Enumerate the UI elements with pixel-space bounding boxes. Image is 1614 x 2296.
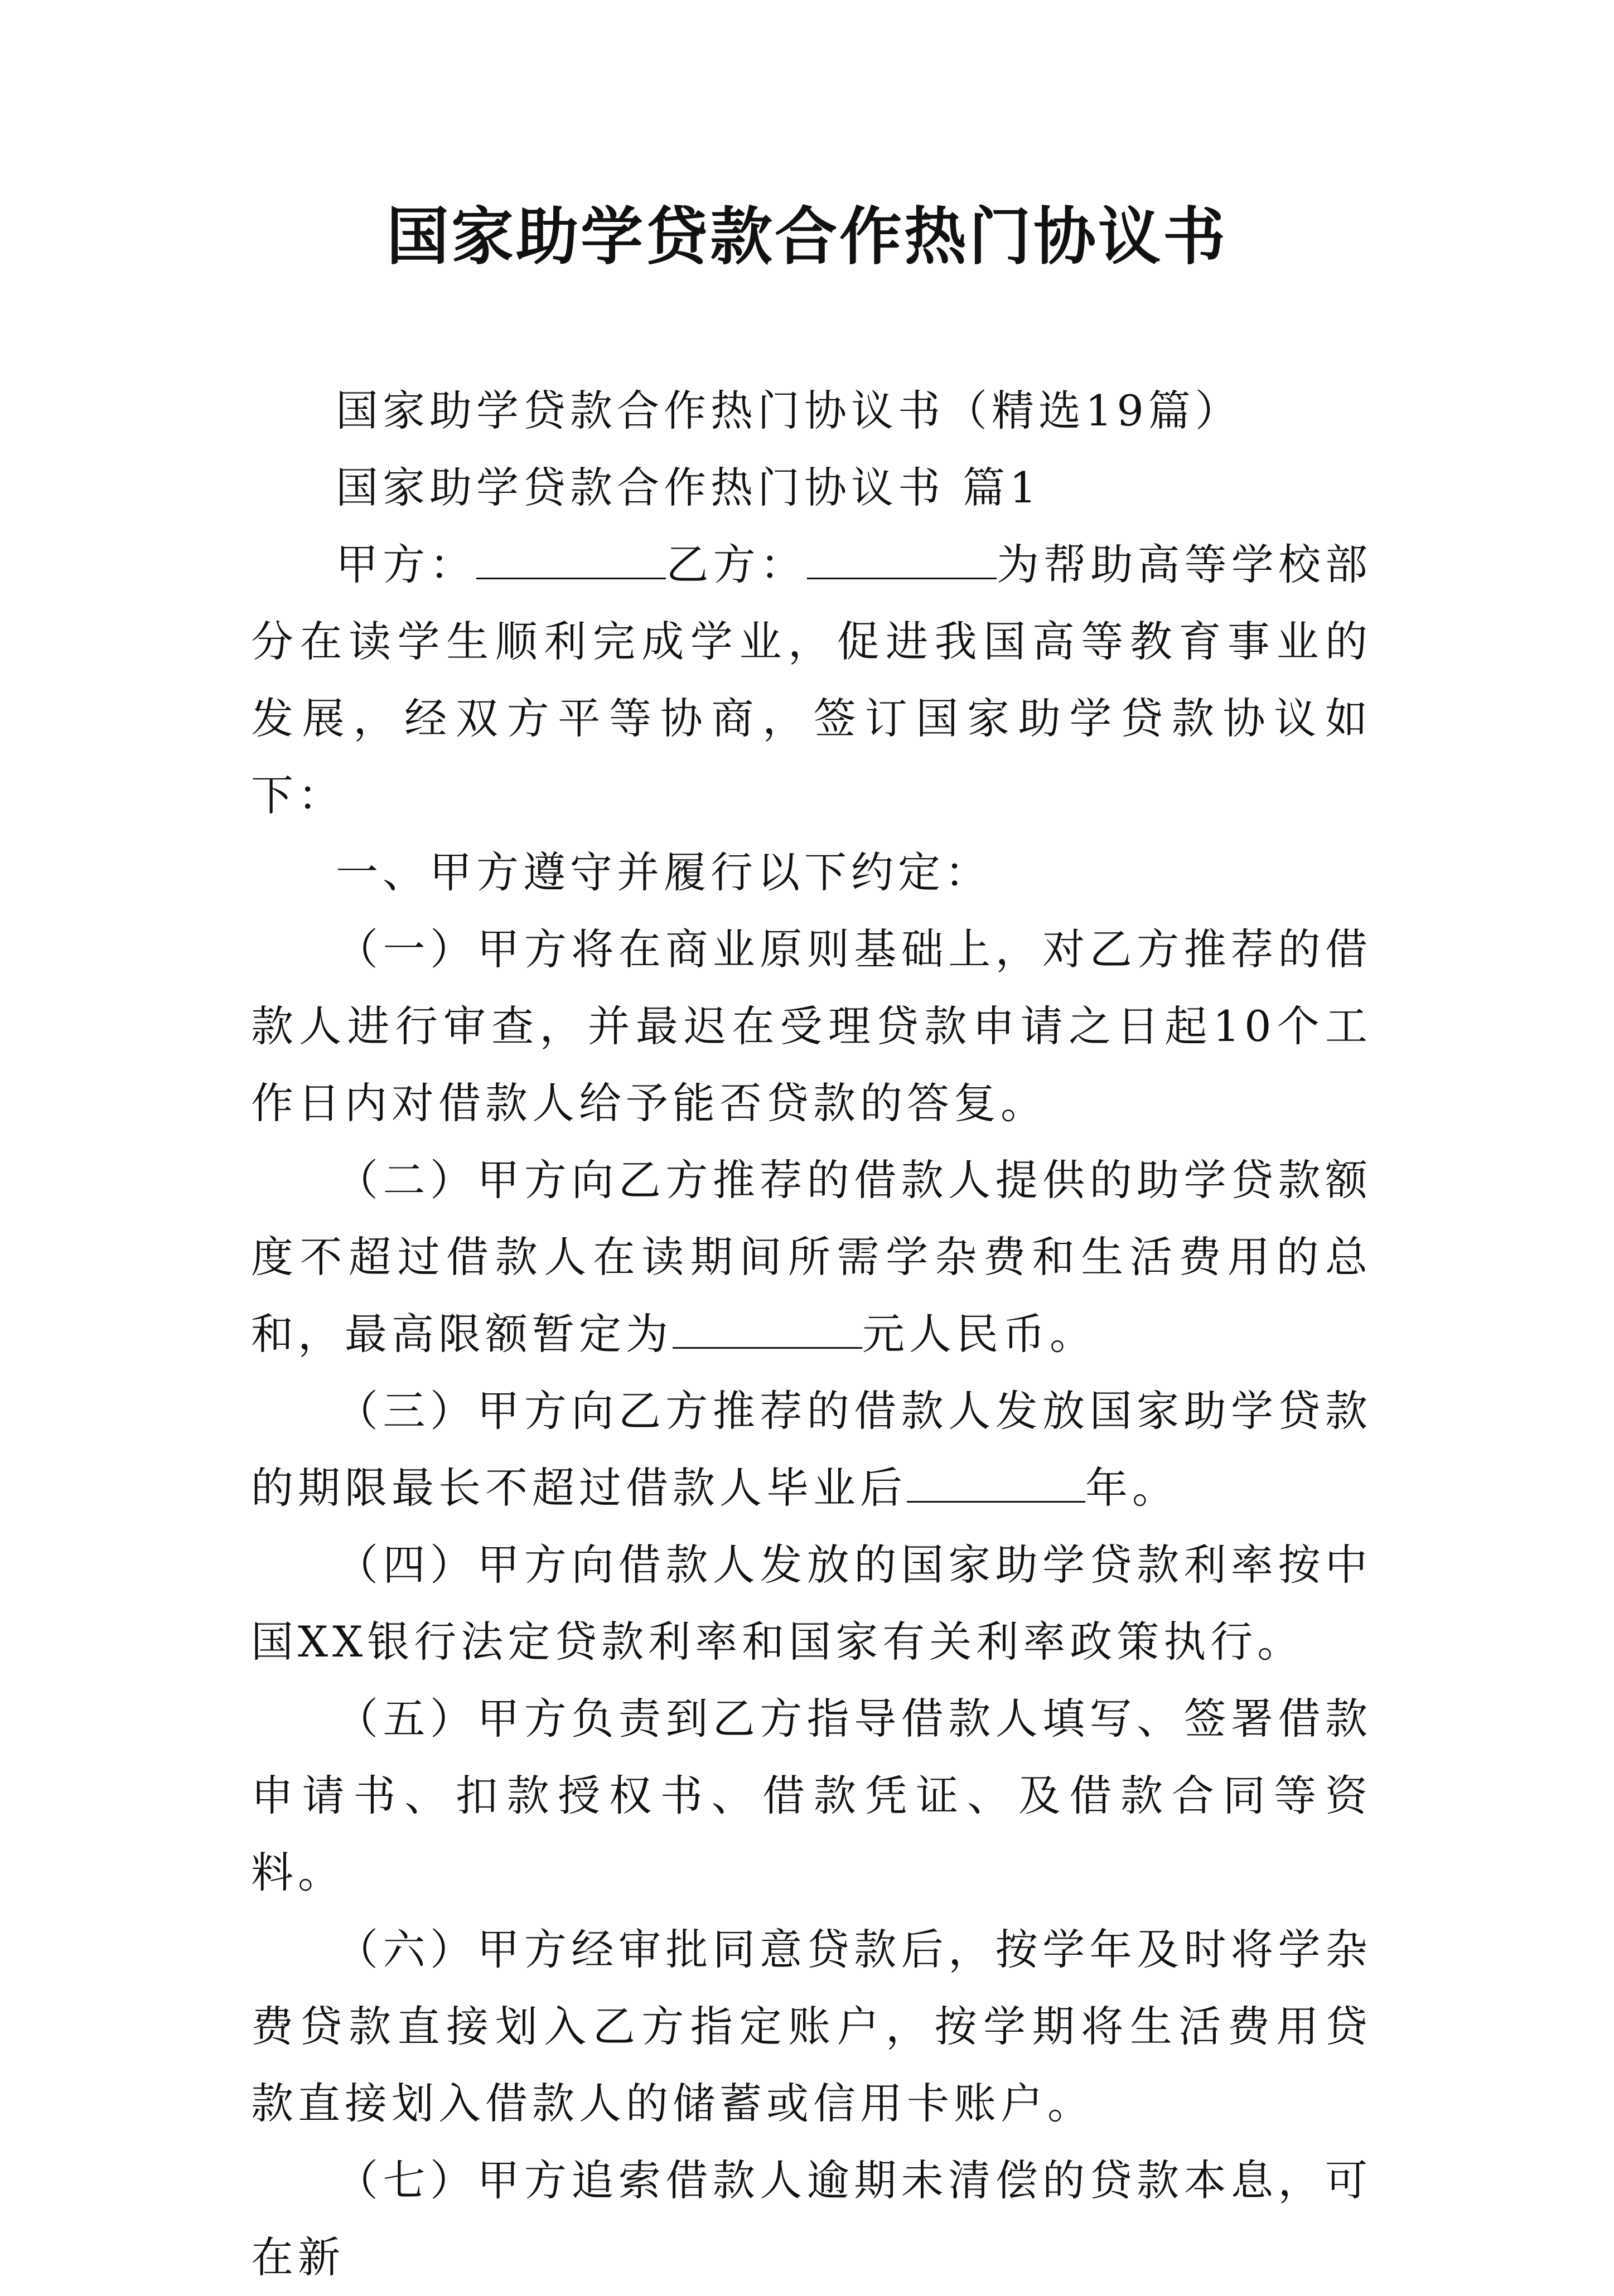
intro-text: 为帮助高等学校部分在读学生顺利完成学业，促进我国高等教育事业的发展，经双方平等协商，签订国家助学贷款协议如下： <box>251 540 1373 820</box>
clause-item-2-suffix: 元人民币。 <box>862 1309 1096 1359</box>
amount-blank <box>673 1312 862 1349</box>
subtitle: 国家助学贷款合作热门协议书（精选19篇） <box>336 386 1242 435</box>
clause-item-3 <box>251 1373 1372 1527</box>
clause-item-2-text: （二）甲方向乙方推荐的借款人提供的助学贷款额度不超过借款人在读期间所需学杂费和生活费用的总和，最高限额暂定为 <box>251 1155 1372 1359</box>
clause-item-7: （七）甲方追索借款人逾期未清偿的贷款本息，可在新 <box>251 2155 1372 2282</box>
clause-item-1: （一）甲方将在商业原则基础上，对乙方推荐的借款人进行审查，并最迟在受理贷款申请之日起10个工作日内对借款人给予能否贷款的答复。 <box>251 924 1372 1128</box>
party-b-blank <box>807 543 997 579</box>
clause-item-2 <box>251 1142 1372 1373</box>
section-heading: 国家助学贷款合作热门协议书 篇1 <box>336 463 1041 512</box>
party-a-blank <box>476 543 666 579</box>
clause-item-3-text: （三）甲方向乙方推荐的借款人发放国家助学贷款的期限最长不超过借款人毕业后 <box>251 1386 1372 1513</box>
document-title: 国家助学贷款合作热门协议书 <box>386 200 1228 273</box>
party-b-label: 乙方： <box>666 540 807 589</box>
party-a-label: 甲方： <box>336 540 477 589</box>
clause-item-5: （五）甲方负责到乙方指导借款人填写、签署借款申请书、扣款授权书、借款凭证、及借款合同等资料。 <box>251 1694 1372 1897</box>
clause-item-4: （四）甲方向借款人发放的国家助学贷款利率按中国XX银行法定贷款利率和国家有关利率政策执行。 <box>251 1540 1372 1667</box>
parties-paragraph <box>251 526 1372 834</box>
document-body <box>251 372 1372 2296</box>
clause-item-3-suffix: 年。 <box>1085 1463 1179 1513</box>
clause-heading: 一、甲方遵守并履行以下约定： <box>336 847 992 897</box>
clause-item-6: （六）甲方经审批同意贷款后，按学年及时将学杂费贷款直接划入乙方指定账户，按学期将生活费用贷款直接划入借款人的储蓄或信用卡账户。 <box>251 1925 1372 2128</box>
years-blank <box>907 1466 1085 1503</box>
